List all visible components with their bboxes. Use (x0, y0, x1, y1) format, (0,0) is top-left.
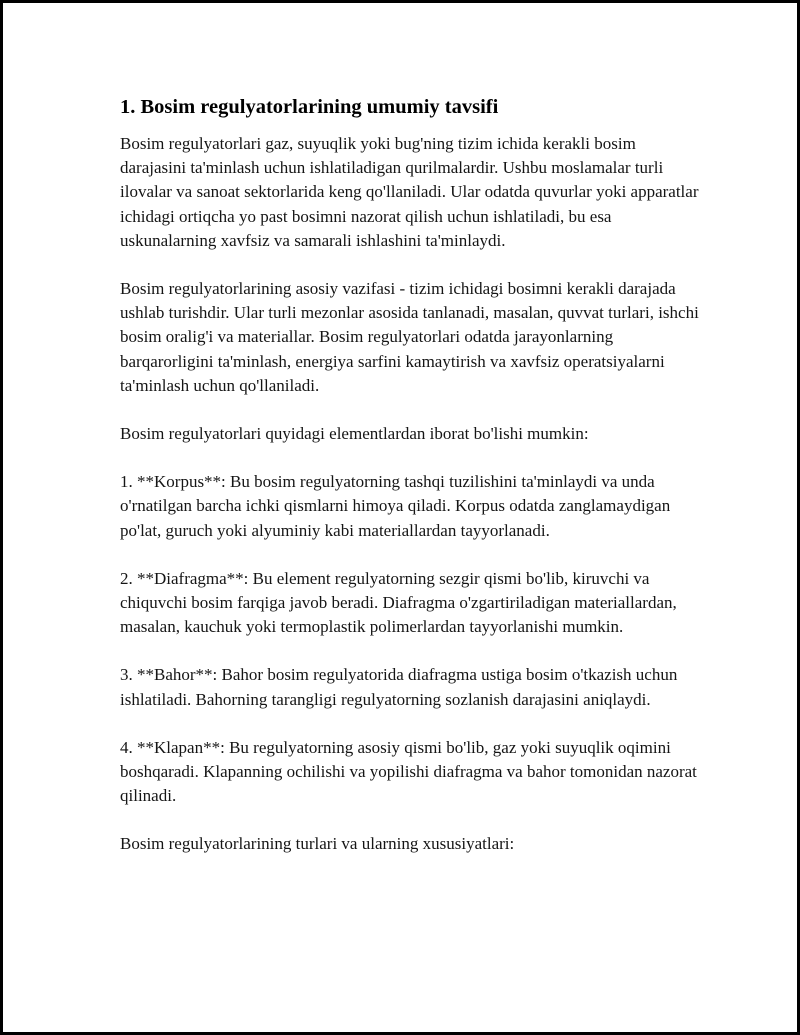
section-heading: 1. Bosim regulyatorlarining umumiy tavsifi (120, 96, 499, 118)
list-item-klapan: 4. **Klapan**: Bu regulyatorning asosiy qismi bo'lib, gaz yoki suyuqlik oqimini boshqaradi. Klapanning ochilishi va yopilishi diafragma va bahor tomonidan nazorat qilinadi. (120, 737, 697, 806)
list-item-korpus: 1. **Korpus**: Bu bosim regulyatorning tashqi tuzilishini ta'minlaydi va unda o'rnatilgan barcha ichki qismlarni himoya qiladi. Korpus odatda zanglamaydigan po'lat, guruch yoki alyuminiy kabi materiallardan tayyorlanadi. (120, 472, 671, 540)
paragraph-intro: Bosim regulyatorlari gaz, suyuqlik yoki bug'ning tizim ichida kerakli bosim darajasini ta'minlash uchun ishlatiladigan qurilmalardir. Ushbu moslamalar turli ilovalar va sanoat sektorlarida keng qo'llaniladi. Ular odatda quvurlar yoki apparatlar ichidagi ortiqcha yo past bosimni nazorat qilish uchun ishlatiladi, bu esa uskunalarning xavfsiz va samarali ishlashini ta'minlaydi. (120, 134, 699, 250)
list-item-diafragma: 2. **Diafragma**: Bu element regulyatorning sezgir qismi bo'lib, kiruvchi va chiquvchi bosim farqiga javob beradi. Diafragma o'zgartiriladigan materiallardan, masalan, kauchuk yoki termoplastik polimerlardan tayyorlanishi mumkin. (120, 568, 677, 637)
paragraph-elements-intro: Bosim regulyatorlari quyidagi elementlardan iborat bo'lishi mumkin: (120, 424, 589, 444)
paragraph-types-intro: Bosim regulyatorlarining turlari va ularning xususiyatlari: (120, 834, 515, 854)
list-item-bahor: 3. **Bahor**: Bahor bosim regulyatorida diafragma ustiga bosim o'tkazish uchun ishlatiladi. Bahorning tarangligi regulyatorning sozlanish darajasini aniqlaydi. (120, 665, 678, 709)
paragraph-main-function: Bosim regulyatorlarining asosiy vazifasi - tizim ichidagi bosimni kerakli darajada ushlab turishdir. Ular turli mezonlar asosida tanlanadi, masalan, quvvat turlari, ishchi bosim oralig'i va materiallar. Bosim regulyatorlari odatda jarayonlarning barqarorligini ta'minlash, energiya sarfini kamaytirish va xavfsiz operatsiyalarni ta'minlash uchun qo'llaniladi. (120, 279, 699, 395)
document-body (120, 94, 700, 881)
